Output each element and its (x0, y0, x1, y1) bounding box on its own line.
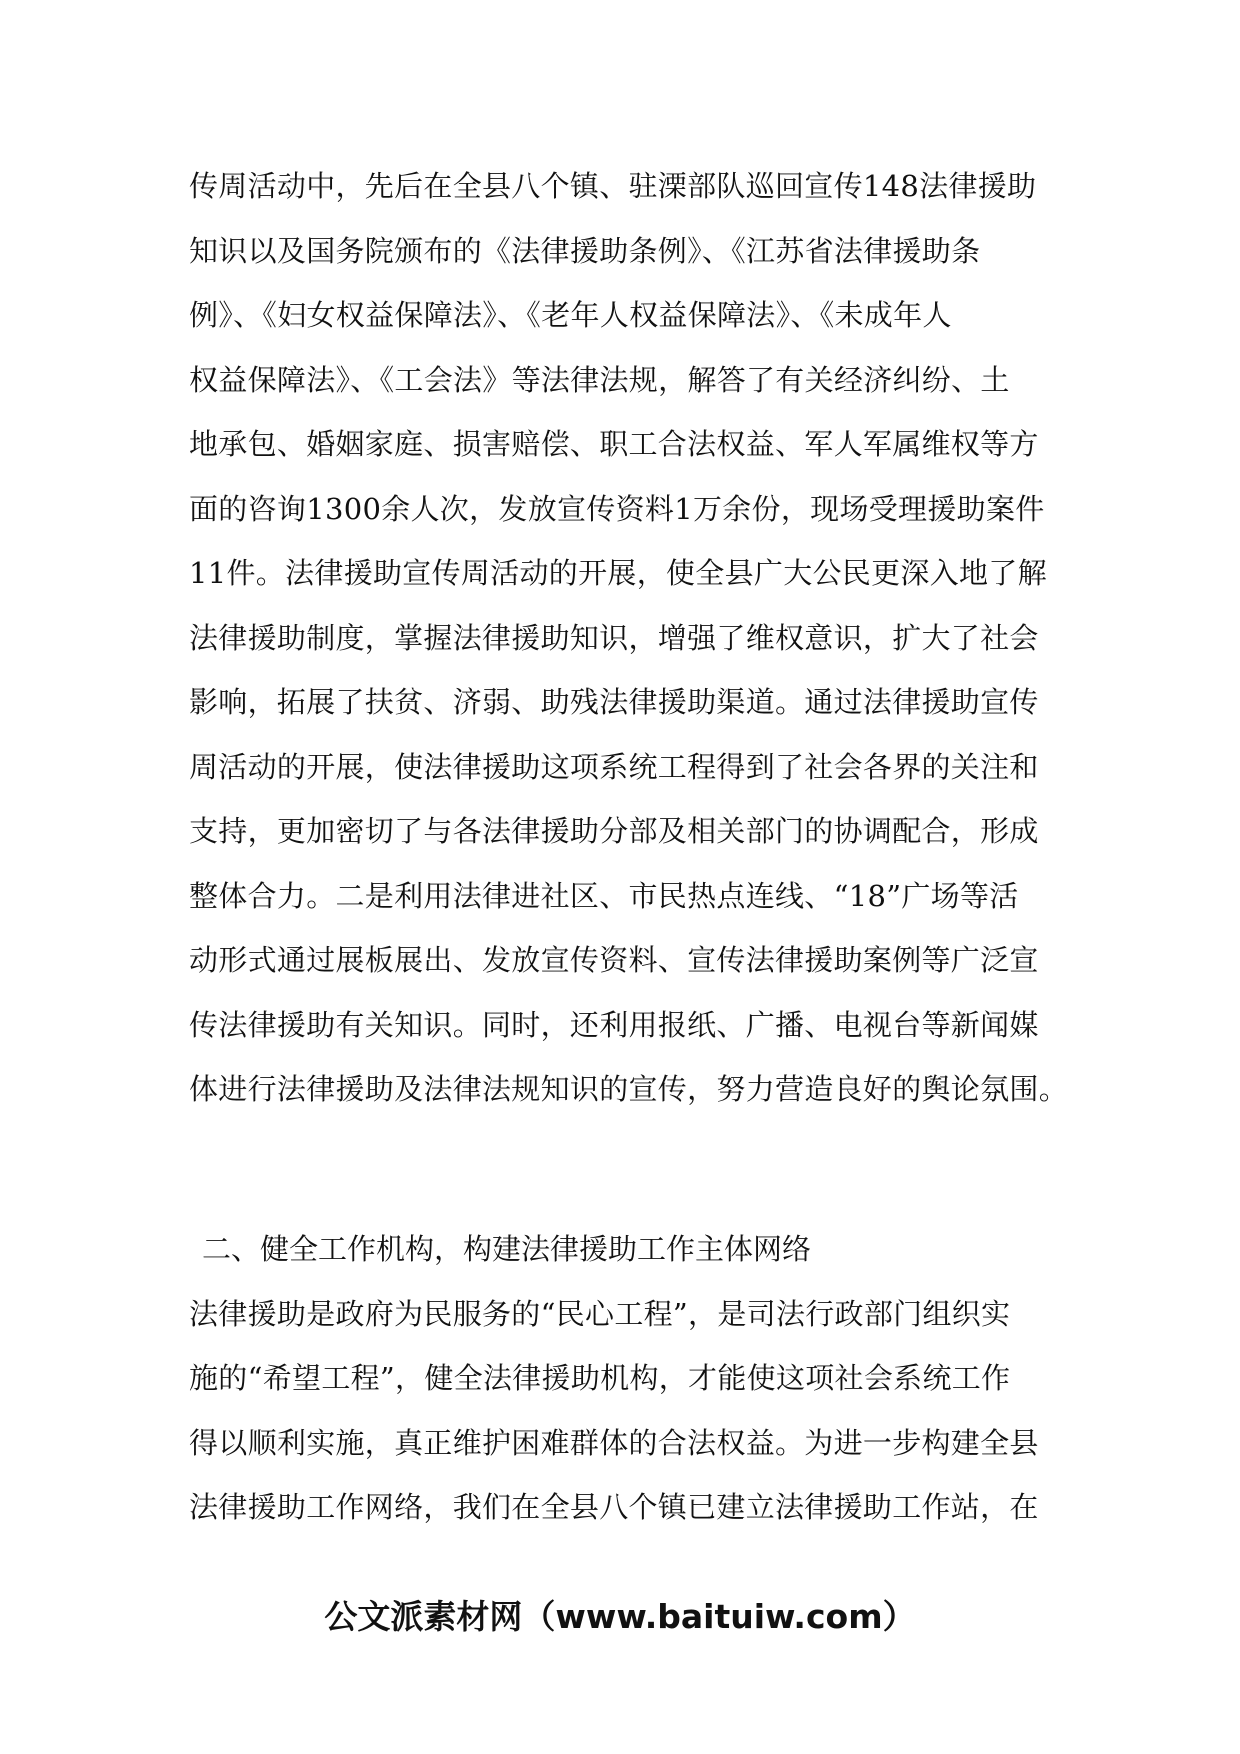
body-text-line: 传周活动中，先后在全县八个镇、驻溧部队巡回宣传148法律援助 (189, 169, 1037, 203)
section-heading: 二、健全工作机构，构建法律援助工作主体网络 (202, 1232, 812, 1266)
body-text-line: 权益保障法》、《工会法》等法律法规，解答了有关经济纠纷、土 (189, 363, 1010, 397)
body-text-line: 得以顺利实施，真正维护困难群体的合法权益。为进一步构建全县 (189, 1426, 1039, 1460)
body-text-line: 影响，拓展了扶贫、济弱、助残法律援助渠道。通过法律援助宣传 (189, 685, 1039, 719)
body-text-line: 法律援助是政府为民服务的“民心工程”，是司法行政部门组织实 (189, 1297, 1011, 1331)
body-text-line: 传法律援助有关知识。同时，还利用报纸、广播、电视台等新闻媒 (189, 1008, 1039, 1042)
body-text-line: 法律援助制度，掌握法律援助知识，增强了维权意识，扩大了社会 (189, 621, 1039, 655)
body-text-line: 例》、《妇女权益保障法》、《老年人权益保障法》、《未成年人 (189, 298, 952, 332)
body-text-line: 知识以及国务院颁布的《法律援助条例》、《江苏省法律援助条 (189, 234, 981, 268)
body-text-line: 整体合力。二是利用法律进社区、市民热点连线、“18”广场等活 (189, 879, 1019, 913)
body-text-line: 支持，更加密切了与各法律援助分部及相关部门的协调配合，形成 (189, 814, 1039, 848)
body-text-line: 施的“希望工程”，健全法律援助机构，才能使这项社会系统工作 (189, 1361, 1011, 1395)
body-text-line: 周活动的开展，使法律援助这项系统工程得到了社会各界的关注和 (189, 750, 1039, 784)
footer-source-link[interactable]: 公文派素材网（www.baituiw.com） (324, 1597, 916, 1636)
body-text-line: 体进行法律援助及法律法规知识的宣传，努力营造良好的舆论氛围。 (189, 1072, 1069, 1106)
body-text-line: 地承包、婚姻家庭、损害赔偿、职工合法权益、军人军属维权等方 (189, 427, 1039, 461)
body-text-line: 法律援助工作网络，我们在全县八个镇已建立法律援助工作站，在 (189, 1490, 1039, 1524)
body-text-line: 动形式通过展板展出、发放宣传资料、宣传法律援助案例等广泛宣 (189, 943, 1039, 977)
body-text-line: 11件。法律援助宣传周活动的开展，使全县广大公民更深入地了解 (189, 556, 1047, 590)
body-text-line: 面的咨询1300余人次，发放宣传资料1万余份，现场受理援助案件 (189, 492, 1045, 526)
